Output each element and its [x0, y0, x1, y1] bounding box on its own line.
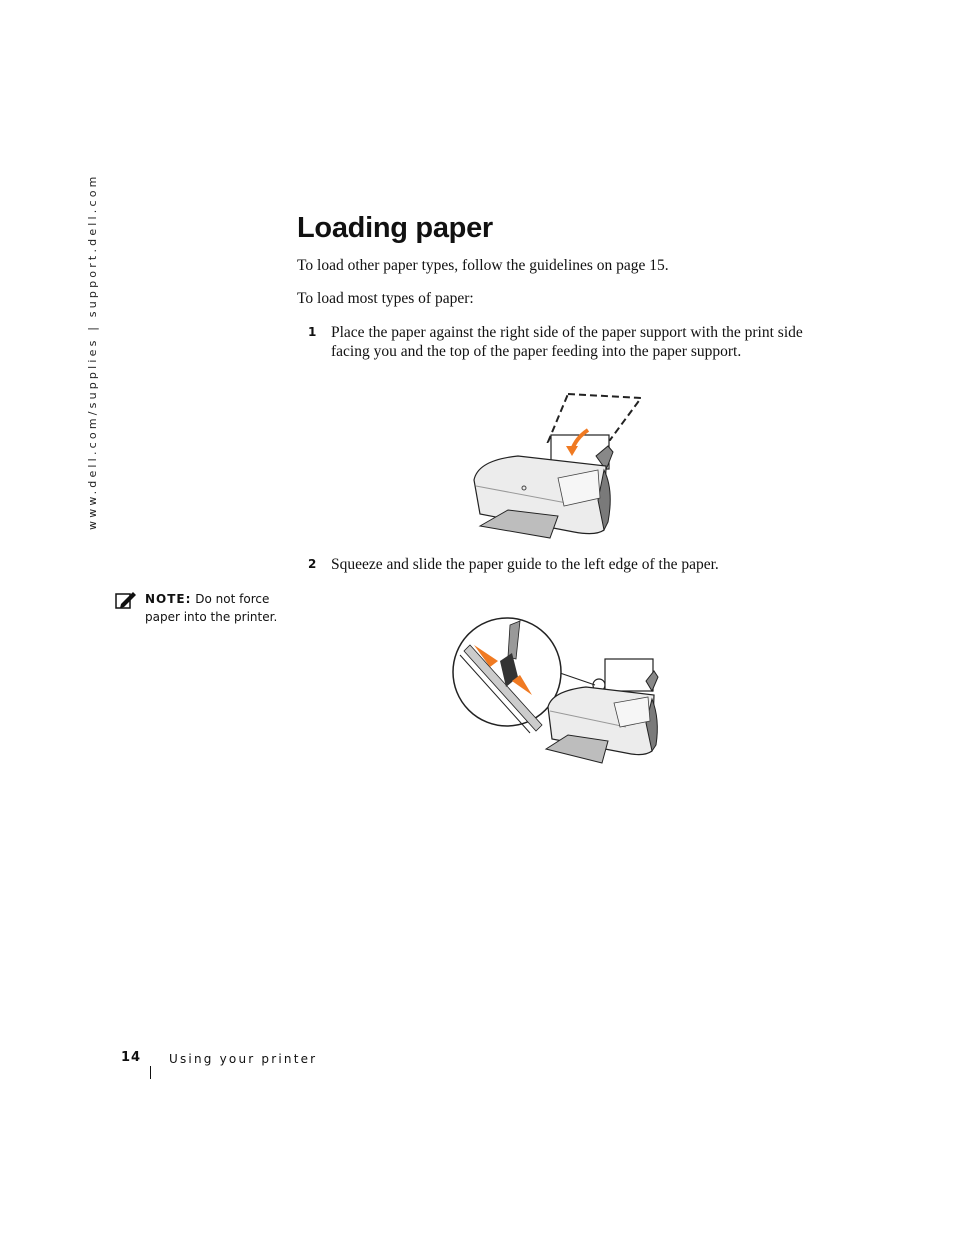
page-number: 14: [121, 1050, 142, 1065]
note-block: [145, 590, 285, 626]
intro-paragraph: To load other paper types, follow the guidelines on page 15.: [297, 257, 669, 274]
footer-rule: [150, 1066, 151, 1079]
step-1-number: 1: [308, 325, 317, 339]
pencil-note-icon: [115, 590, 137, 610]
step-2-text: Squeeze and slide the paper guide to the left edge of the paper.: [331, 556, 719, 573]
lead-paragraph: To load most types of paper:: [297, 290, 474, 307]
page-title: Loading paper: [297, 212, 493, 244]
note-text: Do not force paper into the printer.: [145, 592, 278, 624]
side-url-text: www.dell.com/supplies | support.dell.com: [86, 173, 99, 530]
step-1-text: Place the paper against the right side of the paper support with the print side facing you and the top of the paper feeding into the paper support.: [331, 324, 803, 360]
note-label: NOTE:: [145, 592, 192, 606]
paper-guide-illustration: [450, 615, 662, 767]
footer-section-title: Using your printer: [169, 1052, 318, 1066]
printer-load-paper-illustration: [468, 390, 648, 542]
step-2-number: 2: [308, 557, 317, 571]
